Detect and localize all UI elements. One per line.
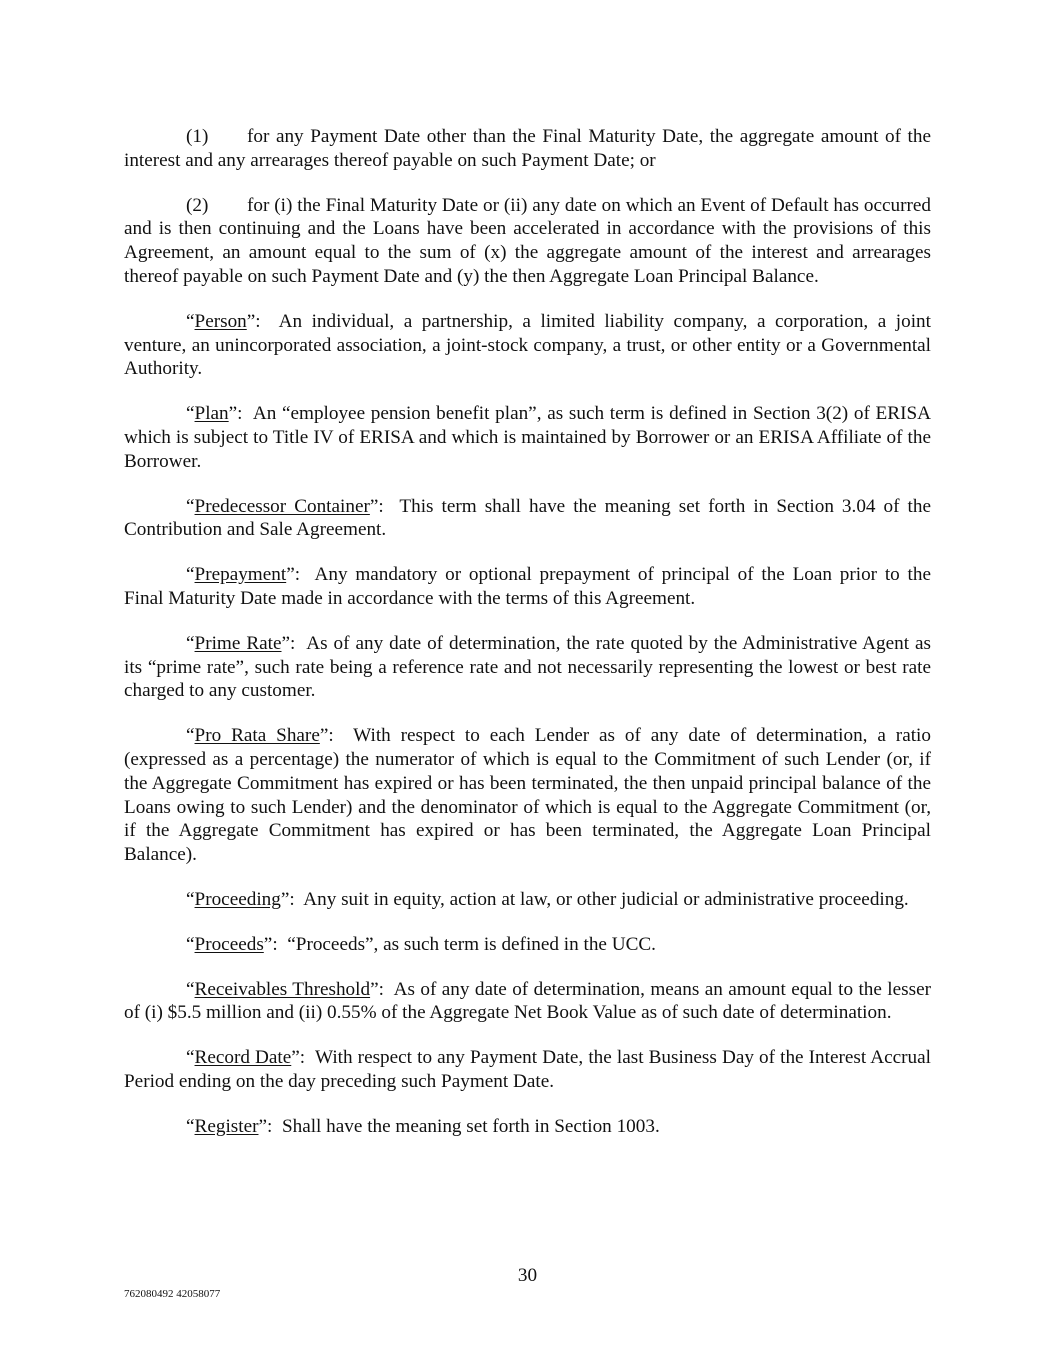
definition-person: “Person”: An individual, a partnership, a limited liability company, a corporation, a joint venture, an unincorporated association, a joint-stock company, a trust, or other entity or a Governmental Authority. (124, 310, 931, 380)
defined-term: Person (194, 310, 247, 332)
definition-receivables-threshold: “Receivables Threshold”: As of any date of determination, means an amount equal to the lesser of (i) $5.5 million and (ii) 0.55% of the Aggregate Net Book Value as of such date of determination. (124, 978, 931, 1024)
definition-text: Any mandatory or optional prepayment of principal of the Loan prior to the Final Maturity Date made in accordance with the terms of this Agreement. (124, 564, 931, 609)
definition-text: As of any date of determination, the rate quoted by the Administrative Agent as its “prime rate”, such rate being a reference rate and not necessarily representing the lowest or best rate charged to any customer. (124, 632, 932, 702)
defined-term: Proceeding (194, 888, 281, 910)
definition-plan: “Plan”: An “employee pension benefit plan”, as such term is defined in Section 3(2) of ERISA which is subject to Title IV of ERISA and which is maintained by Borrower or an ERISA Affiliate of the Borrower. (124, 403, 931, 472)
clause-number: (2) (186, 194, 209, 216)
definition-pro-rata-share: “Pro Rata Share”: With respect to each Lender as of any date of determination, a ratio (expressed as a percentage) the numerator of which is equal to the Commitment of such Lender (or, if the Aggregate Commitment has expired or has been terminated, the then unpaid principal balance of the Loans owing to such Lender) and the denominator of which is equal to the Aggregate Commitment (or, if the Aggregate Commitment has expired or has been terminated, the Aggregate Loan Principal Balance). (124, 725, 931, 866)
defined-term: Plan (194, 403, 229, 425)
clause-number: (1) (186, 126, 209, 147)
document-body (124, 125, 931, 1160)
definition-text: With respect to any Payment Date, the last Business Day of the Interest Accrual Period ending on the day preceding such Payment Date. (124, 1047, 931, 1092)
defined-term: Register (194, 1115, 259, 1137)
definition-proceeds: “Proceeds”: “Proceeds”, as such term is defined in the UCC. (186, 933, 656, 955)
clause-text: for (i) the Final Maturity Date or (ii) any date on which an Event of Default has occurred and is then continuing and the Loans have been accelerated in accordance with the provisions of this Agreement, an amount equal to the sum of (x) the aggregate amount of the interest and arrearages thereof payable on such Payment Date and (y) the then Aggregate Loan Principal Balance. (124, 194, 931, 287)
definition-text: This term shall have the meaning set forth in Section 3.04 of the Contribution and Sale Agreement. (124, 495, 931, 541)
clause-text: for any Payment Date other than the Final Maturity Date, the aggregate amount of the interest and any arrearages thereof payable on such Payment Date; or (124, 126, 931, 171)
defined-term: Receivables Threshold (194, 978, 371, 1000)
definition-proceeding: “Proceeding”: Any suit in equity, action at law, or other judicial or administrative proceeding. (186, 888, 909, 910)
definition-prime-rate: “Prime Rate”: As of any date of determination, the rate quoted by the Administrative Agent as its “prime rate”, such rate being a reference rate and not necessarily representing the lowest or best rate charged to any customer. (124, 632, 932, 702)
definition-register: “Register”: Shall have the meaning set forth in Section 1003. (186, 1115, 660, 1137)
definition-record-date: “Record Date”: With respect to any Payment Date, the last Business Day of the Interest Accrual Period ending on the day preceding such Payment Date. (124, 1047, 931, 1092)
document-id: 762080492 42058077 (124, 1288, 221, 1300)
defined-term: Proceeds (194, 933, 264, 955)
definition-text: An “employee pension benefit plan”, as such term is defined in Section 3(2) of ERISA which is subject to Title IV of ERISA and which is maintained by Borrower or an ERISA Affiliate of the Borrower. (124, 403, 931, 472)
defined-term: Pro Rata Share (194, 725, 320, 747)
defined-term: Prepayment (194, 564, 287, 586)
page-number: 30 (517, 1265, 538, 1286)
definition-predecessor-container: “Predecessor Container”: This term shall have the meaning set forth in Section 3.04 of the Contribution and Sale Agreement. (124, 495, 931, 541)
defined-term: Predecessor Container (194, 495, 370, 517)
clause-2 (124, 194, 931, 289)
definition-text: With respect to each Lender as of any date of determination, a ratio (expressed as a percentage) the numerator of which is equal to the Commitment of such Lender (or, if the Aggregate Commitment has expired or has been terminated, the then unpaid principal balance of the Loans owing to such Lender) and the denominator of which is equal to the Aggregate Commitment (or, if the Aggregate Commitment has expired or has been terminated, the Aggregate Loan Principal Balance). (124, 725, 931, 866)
definition-prepayment: “Prepayment”: Any mandatory or optional prepayment of principal of the Loan prior to the Final Maturity Date made in accordance with the terms of this Agreement. (124, 564, 931, 609)
definition-text: Shall have the meaning set forth in Section 1003. (281, 1115, 660, 1137)
defined-term: Record Date (194, 1047, 292, 1069)
definition-text: “Proceeds”, as such term is defined in the UCC. (287, 933, 656, 955)
definition-text: An individual, a partnership, a limited liability company, a corporation, a joint venture, an unincorporated association, a joint-stock company, a trust, or other entity or a Governmental Authority. (124, 310, 931, 380)
definition-text: Any suit in equity, action at law, or other judicial or administrative proceeding. (303, 888, 909, 910)
clause-1 (124, 125, 931, 173)
defined-term: Prime Rate (194, 632, 282, 654)
definition-text: As of any date of determination, means an amount equal to the lesser of (i) $5.5 million and (ii) 0.55% of the Aggregate Net Book Value as of such date of determination. (124, 978, 931, 1024)
